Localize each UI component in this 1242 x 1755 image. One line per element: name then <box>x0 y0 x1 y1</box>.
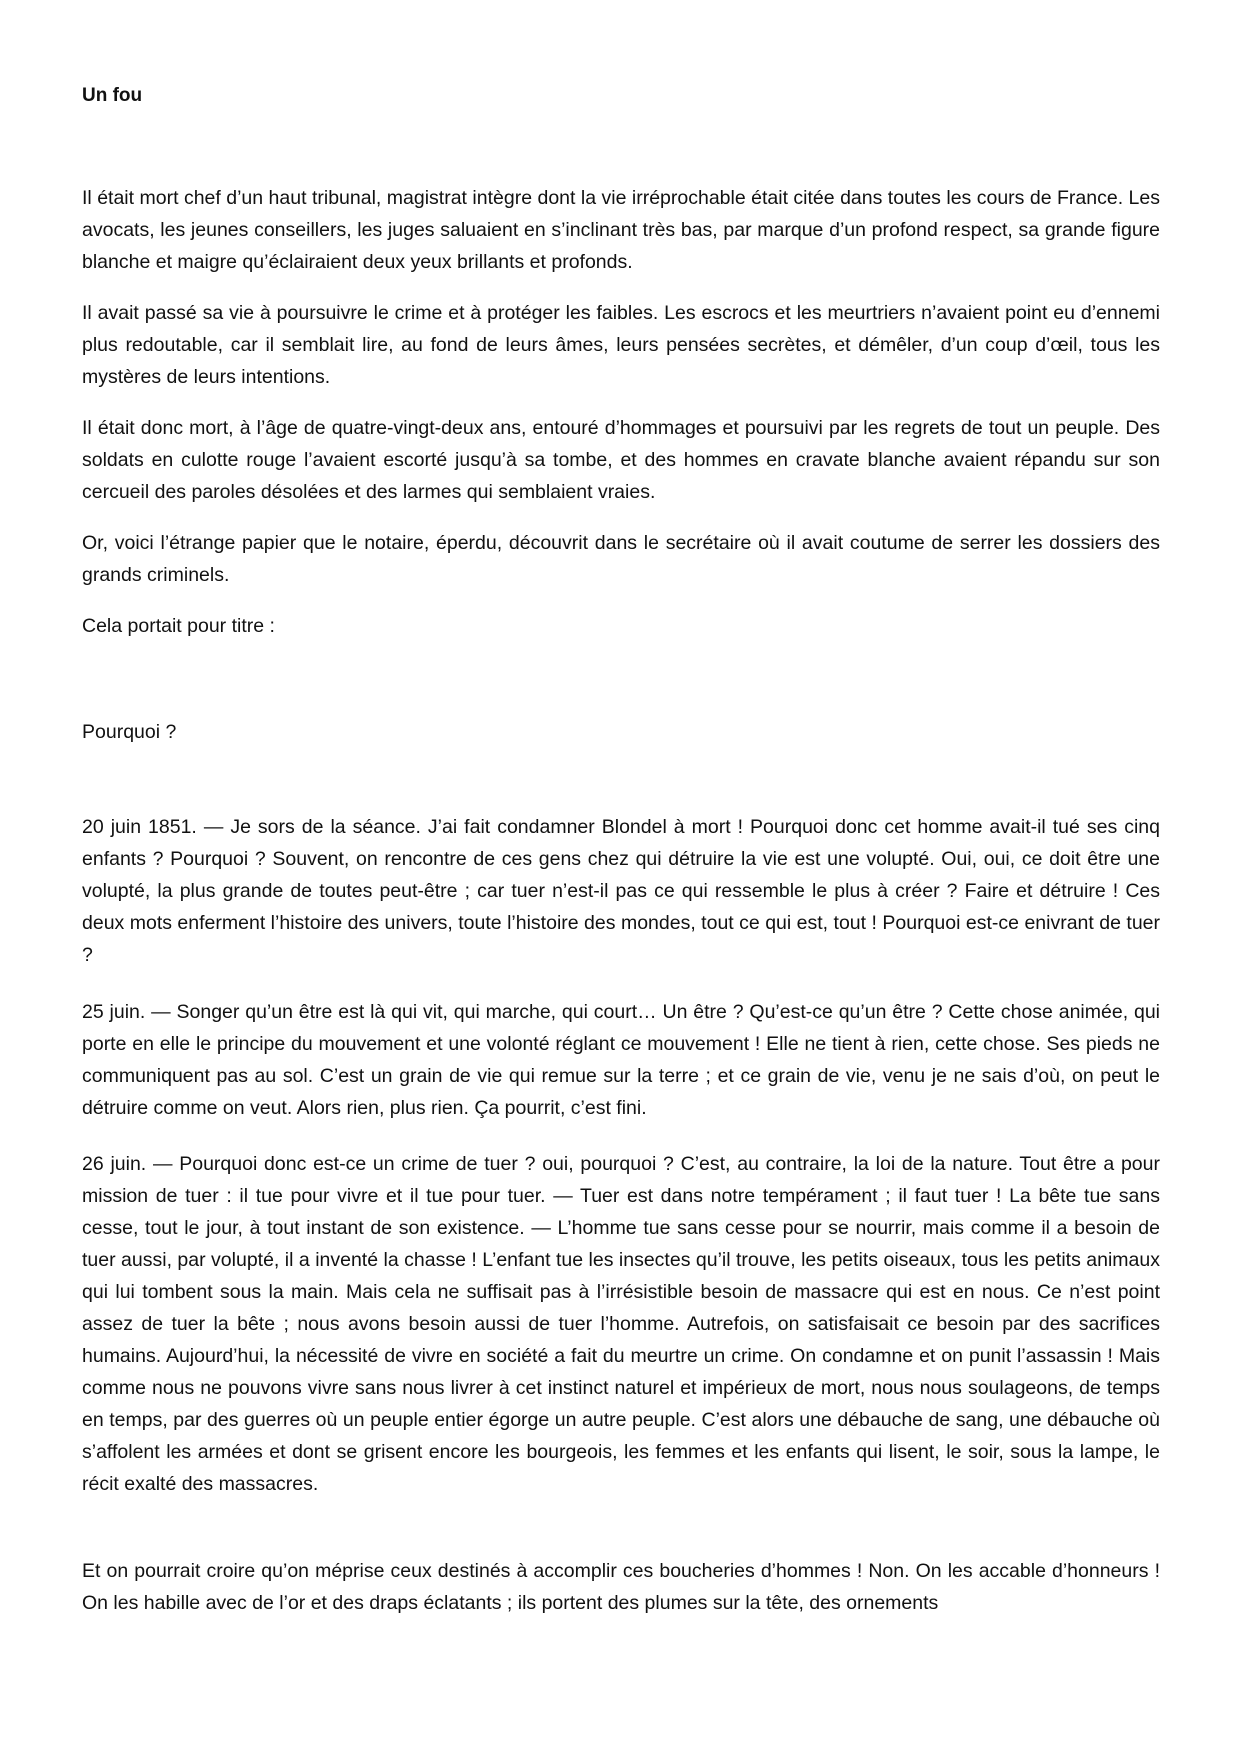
document-title: Un fou <box>82 85 143 106</box>
journal-entry-26-juin: 26 juin. — Pourquoi donc est-ce un crime de tuer ? oui, pourquoi ? C’est, au contraire, la loi de la nature. Tout être a pour mission de tuer : il tue pour vivre et il tue pour tuer. — Tuer est dans notre tempérament ; il faut tuer ! La bête tue sans cesse, tout le jour, à tout instant de son existence. — L’homme tue sans cesse pour se nourrir, mais comme il a besoin de tuer aussi, par volupté, il a inventé la chasse ! L’enfant tue les insectes qu’il trouve, les petits oiseaux, tous les petits animaux qui lui tombent sous la main. Mais cela ne suffisait pas à l’irrésistible besoin de massacre qui est en nous. Ce n’est point assez de tuer la bête ; nous avons besoin aussi de tuer l’homme. Autrefois, on satisfaisait ce besoin par des sacrifices humains. Aujourd’hui, la nécessité de vivre en société a fait du meurtre un crime. On condamne et on punit l’assassin ! Mais comme nous ne pouvons vivre sans nous livrer à cet instinct naturel et impérieux de mort, nous nous soulageons, de temps en temps, par des guerres où un peuple entier égorge un autre peuple. C’est alors une débauche de sang, une débauche où s’affolent les armées et dont se grisent encore les bourgeois, les femmes et les enfants qui lisent, le soir, sous la lampe, le récit exalté des massacres. <box>82 1153 1160 1495</box>
journal-entry-20-juin: 20 juin 1851. — Je sors de la séance. J’ai fait condamner Blondel à mort ! Pourquoi donc cet homme avait-il tué ses cinq enfants ? Pourquoi ? Souvent, on rencontre de ces gens chez qui détruire la vie est une volupté. Oui, oui, ce doit être une volupté, la plus grande de toutes peut-être ; car tuer n’est-il pas ce qui ressemble le plus à créer ? Faire et détruire ! Ces deux mots enferment l’histoire des univers, toute l’histoire des mondes, tout ce qui est, tout ! Pourquoi est-ce enivrant de tuer ? <box>82 816 1160 966</box>
paragraph-2: Il avait passé sa vie à poursuivre le crime et à protéger les faibles. Les escrocs et les meurtriers n’avaient point eu d’ennemi plus redoutable, car il semblait lire, au fond de leurs âmes, leurs pensées secrètes, et démêler, d’un coup d’œil, tous les mystères de leurs intentions. <box>82 302 1160 388</box>
paragraph-1: Il était mort chef d’un haut tribunal, magistrat intègre dont la vie irréprochable était citée dans toutes les cours de France. Les avocats, les jeunes conseillers, les juges saluaient en s’inclinant très bas, par marque d’un profond respect, sa grande figure blanche et maigre qu’éclairaient deux yeux brillants et profonds. <box>82 187 1160 273</box>
paragraph-5: Cela portait pour titre : <box>82 615 275 637</box>
paragraph-3: Il était donc mort, à l’âge de quatre-vingt-deux ans, entouré d’hommages et poursuivi par les regrets de tout un peuple. Des soldats en culotte rouge l’avaient escorté jusqu’à sa tombe, et des hommes en cravate blanche avaient répandu sur son cercueil des paroles désolées et des larmes qui semblaient vraies. <box>82 417 1160 503</box>
paragraph-4: Or, voici l’étrange papier que le notaire, éperdu, découvrit dans le secrétaire où il avait coutume de serrer les dossiers des grands criminels. <box>82 532 1160 586</box>
section-heading: Pourquoi ? <box>82 721 177 743</box>
journal-entry-25-juin: 25 juin. — Songer qu’un être est là qui vit, qui marche, qui court… Un être ? Qu’est-ce qu’un être ? Cette chose animée, qui porte en elle le principe du mouvement et une volonté réglant ce mouvement ! Elle ne tient à rien, cette chose. Ses pieds ne communiquent pas au sol. C’est un grain de vie qui remue sur la terre ; et ce grain de vie, venu je ne sais d’où, on peut le détruire comme on veut. Alors rien, plus rien. Ça pourrit, c’est fini. <box>82 1001 1160 1119</box>
paragraph-continued: Et on pourrait croire qu’on méprise ceux destinés à accomplir ces boucheries d’hommes ! Non. On les accable d’honneurs ! On les habille avec de l’or et des draps éclatants ; ils portent des plumes sur la tête, des ornements <box>82 1560 1160 1614</box>
